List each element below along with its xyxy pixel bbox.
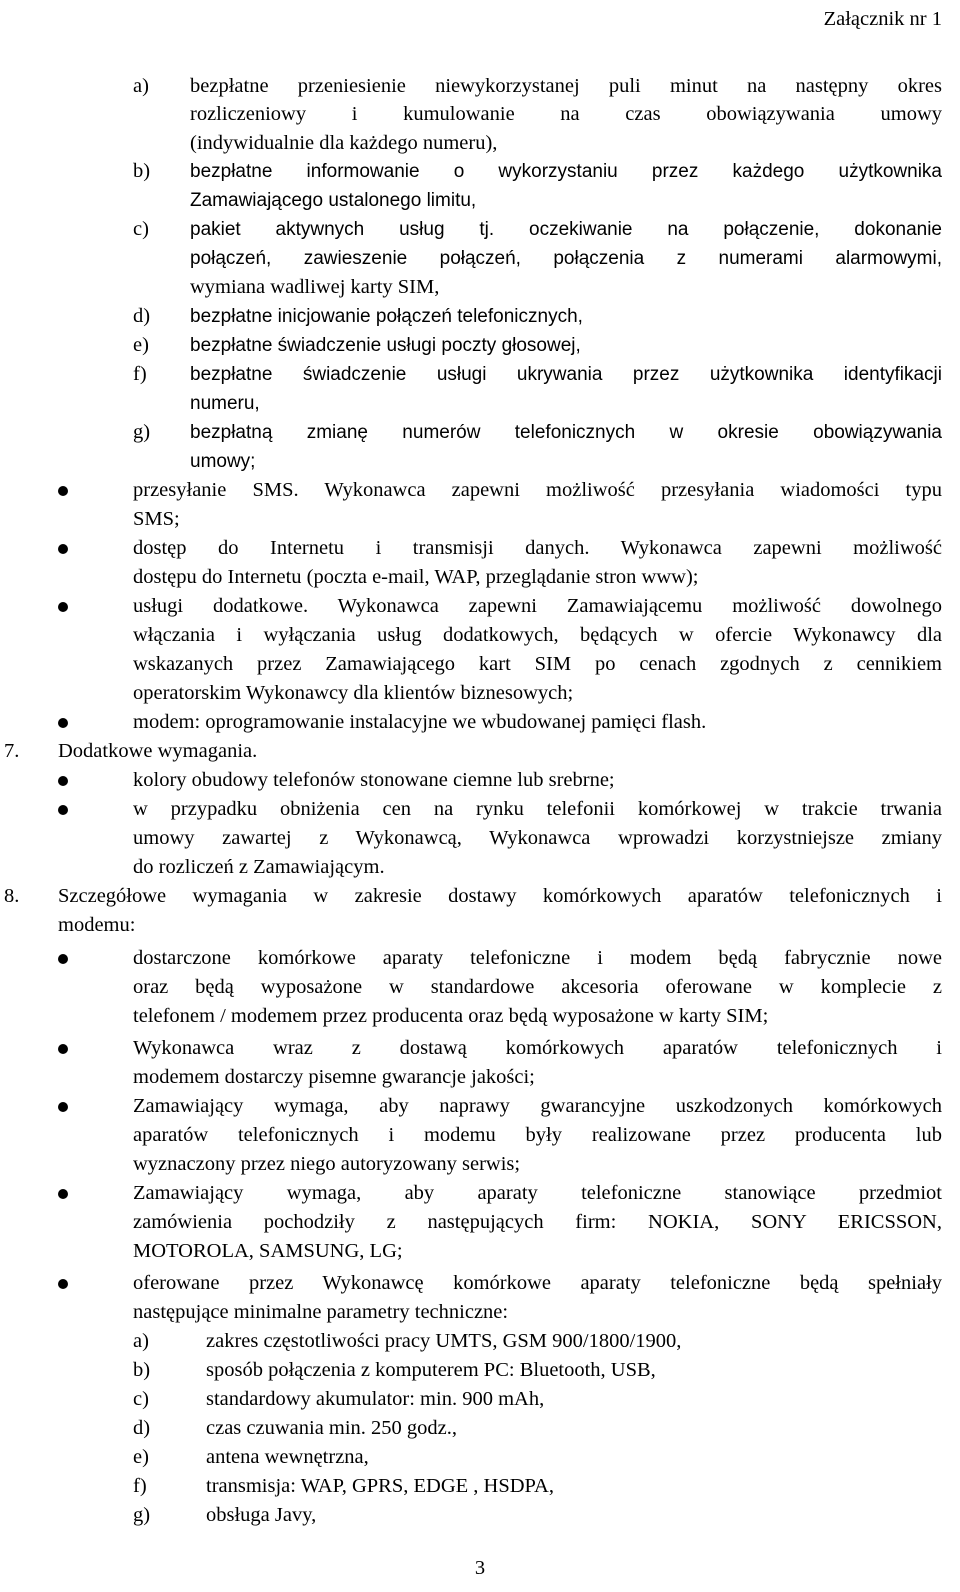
bullet-item-text: do rozliczeń z Zamawiającym.: [133, 856, 385, 878]
bullet-item-text: wskazanych przez Zamawiającego kart SIM po cenach zgodnych z cennikiem: [133, 653, 942, 675]
list-marker: d): [133, 1417, 151, 1439]
bullet-item-text: modemem dostarczy pisemne gwarancje jakości;: [133, 1066, 535, 1088]
bullet-item-text: modem: oprogramowanie instalacyjne we wbudowanej pamięci flash.: [133, 711, 707, 733]
bullet-item-text: Zamawiający wymaga, aby aparaty telefoniczne stanowiące przedmiot: [133, 1182, 942, 1204]
list-marker: b): [133, 1359, 151, 1381]
bullet-item-text: SMS;: [133, 508, 180, 530]
bullet-point-icon: [58, 544, 68, 554]
section-number: 7.: [4, 740, 20, 762]
list-marker: f): [133, 1475, 147, 1497]
section-title: Szczegółowe wymagania w zakresie dostawy komórkowych aparatów telefonicznych i: [58, 885, 942, 907]
bullet-item-text: zamówienia pochodziły z następujących firm: NOKIA, SONY ERICSSON,: [133, 1211, 942, 1233]
bullet-item-text: dostępu do Internetu (poczta e-mail, WAP, przeglądanie stron www);: [133, 566, 699, 588]
parameter-text: zakres częstotliwości pracy UMTS, GSM 900/1800/1900,: [206, 1330, 682, 1352]
parameter-text: obsługa Javy,: [206, 1504, 317, 1526]
list-item-text: numeru,: [190, 393, 260, 414]
bullet-item-text: włączania i wyłączania usług dodatkowych, będących w ofercie Wykonawcy dla: [133, 624, 942, 646]
bullet-item-text: dostęp do Internetu i transmisji danych. Wykonawca zapewni możliwość: [133, 537, 942, 559]
bullet-item-text: dostarczone komórkowe aparaty telefoniczne i modem będą fabrycznie nowe: [133, 947, 942, 969]
list-marker: a): [133, 1330, 149, 1352]
bullet-item-text: telefonem / modemem przez producenta oraz będą wyposażone w karty SIM;: [133, 1005, 769, 1027]
parameter-text: standardowy akumulator: min. 900 mAh,: [206, 1388, 545, 1410]
section-title: Dodatkowe wymagania.: [58, 740, 258, 762]
list-marker: g): [133, 421, 151, 443]
bullet-item-text: następujące minimalne parametry techniczne:: [133, 1301, 509, 1323]
list-marker: f): [133, 363, 147, 385]
list-item-text: (indywidualnie dla każdego numeru),: [190, 132, 498, 154]
section-title: modemu:: [58, 914, 136, 936]
list-item-text: pakiet aktywnych usług tj. oczekiwanie na połączenie, dokonanie: [190, 219, 942, 240]
bullet-point-icon: [58, 486, 68, 496]
bullet-point-icon: [58, 1102, 68, 1112]
bullet-item-text: Wykonawca wraz z dostawą komórkowych aparatów telefonicznych i: [133, 1037, 942, 1059]
bullet-item-text: operatorskim Wykonawcy dla klientów biznesowych;: [133, 682, 574, 704]
parameter-text: sposób połączenia z komputerem PC: Bluetooth, USB,: [206, 1359, 656, 1381]
attachment-label: Załącznik nr 1: [823, 8, 942, 30]
list-item-text: rozliczeniowy i kumulowanie na czas obowiązywania umowy: [190, 103, 942, 125]
list-item-text: bezpłatne przeniesienie niewykorzystanej puli minut na następny okres: [190, 75, 942, 97]
bullet-point-icon: [58, 1189, 68, 1199]
bullet-point-icon: [58, 602, 68, 612]
bullet-item-text: oferowane przez Wykonawcę komórkowe aparaty telefoniczne będą spełniały: [133, 1272, 942, 1294]
list-item-text: bezpłatne świadczenie usługi poczty głosowej,: [190, 335, 581, 356]
list-marker: e): [133, 1446, 149, 1468]
page-number: 3: [474, 1557, 486, 1579]
bullet-point-icon: [58, 776, 68, 786]
bullet-item-text: wyznaczony przez niego autoryzowany serwis;: [133, 1153, 521, 1175]
list-item-text: połączeń, zawieszenie połączeń, połączenia z numerami alarmowymi,: [190, 248, 942, 269]
list-item-text: bezpłatne świadczenie usługi ukrywania przez użytkownika identyfikacji: [190, 364, 942, 385]
bullet-point-icon: [58, 954, 68, 964]
section-number: 8.: [4, 885, 20, 907]
list-marker: c): [133, 1388, 149, 1410]
bullet-item-text: umowy zawartej z Wykonawcą, Wykonawca wprowadzi korzystniejsze zmiany: [133, 827, 942, 849]
bullet-point-icon: [58, 805, 68, 815]
list-item-text: bezpłatne inicjowanie połączeń telefonicznych,: [190, 306, 583, 327]
list-marker: d): [133, 305, 151, 327]
list-item-text: bezpłatną zmianę numerów telefonicznych w okresie obowiązywania: [190, 422, 942, 443]
bullet-item-text: usługi dodatkowe. Wykonawca zapewni Zamawiającemu możliwość dowolnego: [133, 595, 942, 617]
list-marker: a): [133, 75, 149, 97]
list-item-text: wymiana wadliwej karty SIM,: [190, 276, 440, 298]
bullet-item-text: w przypadku obniżenia cen na rynku telefonii komórkowej w trakcie trwania: [133, 798, 942, 820]
bullet-point-icon: [58, 718, 68, 728]
list-marker: e): [133, 334, 149, 356]
bullet-item-text: oraz będą wyposażone w standardowe akcesoria oferowane w komplecie z: [133, 976, 942, 998]
bullet-point-icon: [58, 1279, 68, 1289]
bullet-item-text: Zamawiający wymaga, aby naprawy gwarancyjne uszkodzonych komórkowych: [133, 1095, 942, 1117]
list-item-text: bezpłatne informowanie o wykorzystaniu przez każdego użytkownika: [190, 161, 942, 182]
bullet-item-text: MOTOROLA, SAMSUNG, LG;: [133, 1240, 403, 1262]
bullet-item-text: kolory obudowy telefonów stonowane ciemne lub srebrne;: [133, 769, 615, 791]
list-marker: c): [133, 218, 149, 240]
bullet-point-icon: [58, 1044, 68, 1054]
bullet-item-text: aparatów telefonicznych i modemu były realizowane przez producenta lub: [133, 1124, 942, 1146]
list-item-text: umowy;: [190, 451, 256, 472]
list-marker: b): [133, 160, 151, 182]
bullet-item-text: przesyłanie SMS. Wykonawca zapewni możliwość przesyłania wiadomości typu: [133, 479, 942, 501]
parameter-text: transmisja: WAP, GPRS, EDGE , HSDPA,: [206, 1475, 554, 1497]
list-item-text: Zamawiającego ustalonego limitu,: [190, 190, 477, 211]
parameter-text: czas czuwania min. 250 godz.,: [206, 1417, 458, 1439]
list-marker: g): [133, 1504, 151, 1526]
parameter-text: antena wewnętrzna,: [206, 1446, 369, 1468]
